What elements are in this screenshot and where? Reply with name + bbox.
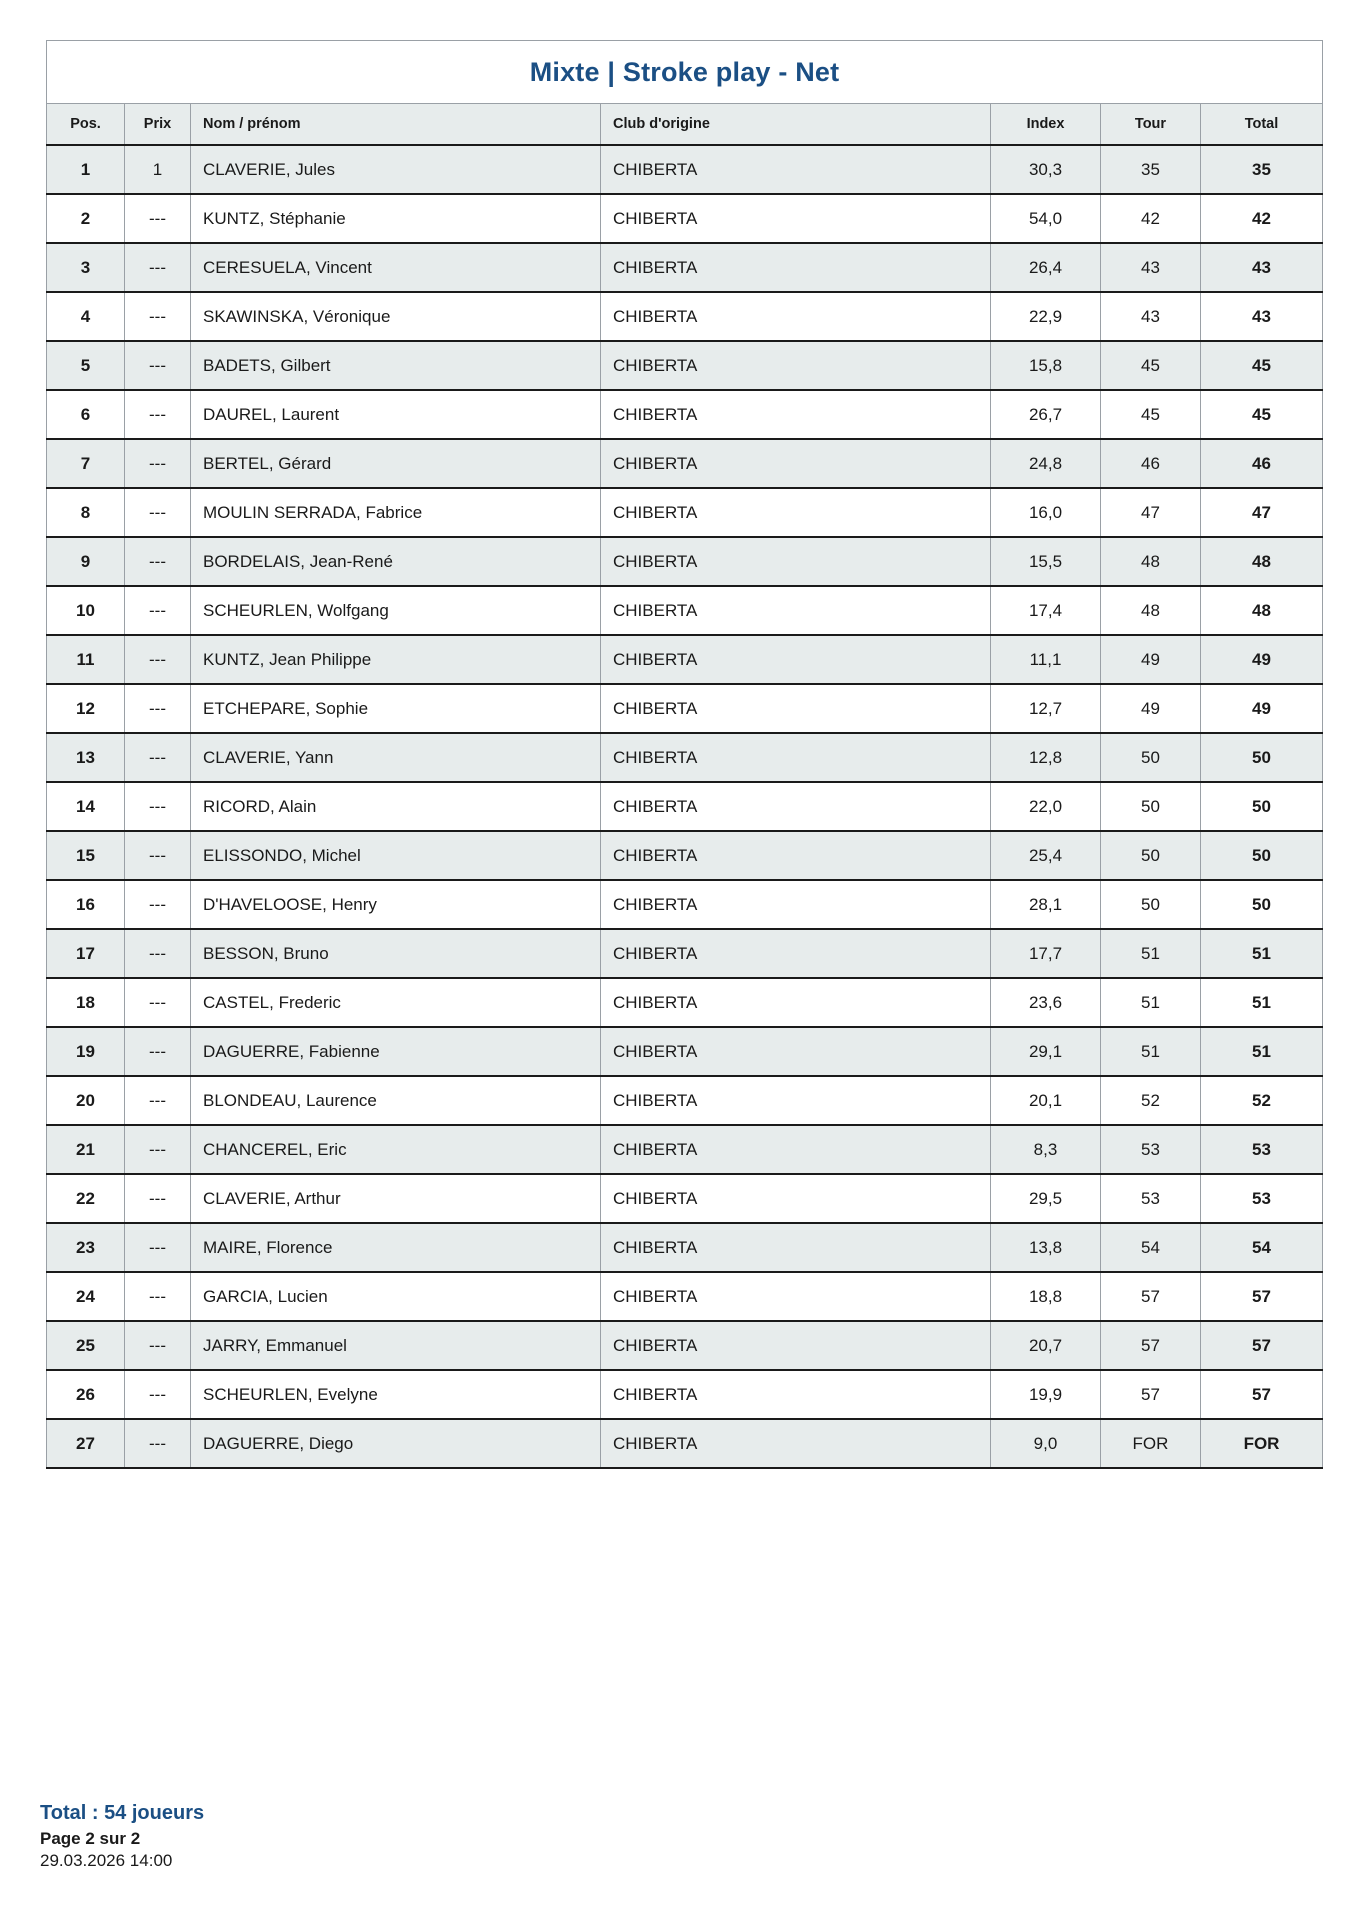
cell-position: 14 xyxy=(47,782,125,831)
cell-prize: --- xyxy=(125,733,191,782)
title-cell xyxy=(47,41,1323,104)
cell-tour: 57 xyxy=(1101,1321,1201,1370)
cell-total: 51 xyxy=(1201,929,1323,978)
footer xyxy=(40,1801,204,1872)
title-row xyxy=(47,41,1323,104)
cell-prize: --- xyxy=(125,880,191,929)
cell-name: CERESUELA, Vincent xyxy=(191,243,601,292)
column-header-prix: Prix xyxy=(125,104,191,146)
cell-index: 22,0 xyxy=(991,782,1101,831)
cell-position: 27 xyxy=(47,1419,125,1468)
cell-name: SCHEURLEN, Evelyne xyxy=(191,1370,601,1419)
cell-total: 46 xyxy=(1201,439,1323,488)
cell-position: 26 xyxy=(47,1370,125,1419)
cell-index: 8,3 xyxy=(991,1125,1101,1174)
cell-index: 30,3 xyxy=(991,145,1101,194)
cell-tour: 48 xyxy=(1101,586,1201,635)
cell-tour: 43 xyxy=(1101,292,1201,341)
cell-club: CHIBERTA xyxy=(601,145,991,194)
cell-total: 50 xyxy=(1201,831,1323,880)
cell-club: CHIBERTA xyxy=(601,978,991,1027)
cell-name: SCHEURLEN, Wolfgang xyxy=(191,586,601,635)
cell-prize: --- xyxy=(125,782,191,831)
cell-club: CHIBERTA xyxy=(601,635,991,684)
cell-position: 7 xyxy=(47,439,125,488)
cell-index: 24,8 xyxy=(991,439,1101,488)
table-row xyxy=(47,1223,1323,1272)
table-row xyxy=(47,635,1323,684)
cell-total: 48 xyxy=(1201,586,1323,635)
cell-position: 2 xyxy=(47,194,125,243)
cell-club: CHIBERTA xyxy=(601,782,991,831)
cell-club: CHIBERTA xyxy=(601,488,991,537)
cell-position: 8 xyxy=(47,488,125,537)
cell-name: CHANCEREL, Eric xyxy=(191,1125,601,1174)
cell-index: 26,7 xyxy=(991,390,1101,439)
cell-prize: --- xyxy=(125,978,191,1027)
cell-name: JARRY, Emmanuel xyxy=(191,1321,601,1370)
cell-position: 12 xyxy=(47,684,125,733)
cell-total: 57 xyxy=(1201,1321,1323,1370)
column-header-tour: Tour xyxy=(1101,104,1201,146)
cell-index: 9,0 xyxy=(991,1419,1101,1468)
cell-index: 20,1 xyxy=(991,1076,1101,1125)
table-row xyxy=(47,880,1323,929)
cell-tour: 46 xyxy=(1101,439,1201,488)
cell-prize: --- xyxy=(125,1223,191,1272)
cell-prize: --- xyxy=(125,586,191,635)
cell-tour: 49 xyxy=(1101,635,1201,684)
cell-club: CHIBERTA xyxy=(601,1419,991,1468)
cell-total: 49 xyxy=(1201,635,1323,684)
cell-position: 10 xyxy=(47,586,125,635)
cell-club: CHIBERTA xyxy=(601,439,991,488)
cell-prize: --- xyxy=(125,1076,191,1125)
footer-page-number: Page 2 sur 2 xyxy=(40,1828,141,1848)
cell-club: CHIBERTA xyxy=(601,1370,991,1419)
footer-total-players: Total : 54 joueurs xyxy=(40,1801,205,1824)
table-row xyxy=(47,390,1323,439)
cell-position: 18 xyxy=(47,978,125,1027)
cell-club: CHIBERTA xyxy=(601,929,991,978)
cell-tour: 49 xyxy=(1101,684,1201,733)
cell-total: 51 xyxy=(1201,978,1323,1027)
cell-tour: 51 xyxy=(1101,978,1201,1027)
cell-position: 3 xyxy=(47,243,125,292)
table-row xyxy=(47,1125,1323,1174)
cell-tour: 43 xyxy=(1101,243,1201,292)
cell-tour: 48 xyxy=(1101,537,1201,586)
cell-prize: --- xyxy=(125,1027,191,1076)
cell-prize: 1 xyxy=(125,145,191,194)
cell-name: CLAVERIE, Yann xyxy=(191,733,601,782)
table-row xyxy=(47,1027,1323,1076)
cell-index: 29,5 xyxy=(991,1174,1101,1223)
cell-prize: --- xyxy=(125,341,191,390)
cell-total: 57 xyxy=(1201,1272,1323,1321)
cell-tour: 53 xyxy=(1101,1125,1201,1174)
cell-position: 6 xyxy=(47,390,125,439)
cell-total: 43 xyxy=(1201,243,1323,292)
cell-tour: 50 xyxy=(1101,782,1201,831)
cell-prize: --- xyxy=(125,1419,191,1468)
cell-prize: --- xyxy=(125,1321,191,1370)
table-head xyxy=(47,41,1323,146)
cell-position: 11 xyxy=(47,635,125,684)
cell-total: 50 xyxy=(1201,782,1323,831)
cell-position: 24 xyxy=(47,1272,125,1321)
cell-tour: 51 xyxy=(1101,929,1201,978)
column-header-nom: Nom / prénom xyxy=(191,104,601,146)
cell-total: 50 xyxy=(1201,733,1323,782)
cell-tour: 57 xyxy=(1101,1370,1201,1419)
cell-position: 25 xyxy=(47,1321,125,1370)
cell-index: 18,8 xyxy=(991,1272,1101,1321)
cell-index: 20,7 xyxy=(991,1321,1101,1370)
cell-prize: --- xyxy=(125,292,191,341)
cell-name: ETCHEPARE, Sophie xyxy=(191,684,601,733)
footer-timestamp: 29.03.2026 14:00 xyxy=(40,1851,173,1871)
cell-name: GARCIA, Lucien xyxy=(191,1272,601,1321)
cell-prize: --- xyxy=(125,194,191,243)
table-row xyxy=(47,488,1323,537)
table-row xyxy=(47,782,1323,831)
results-table xyxy=(46,40,1323,1469)
cell-prize: --- xyxy=(125,1174,191,1223)
cell-total: 53 xyxy=(1201,1174,1323,1223)
cell-club: CHIBERTA xyxy=(601,586,991,635)
cell-prize: --- xyxy=(125,684,191,733)
cell-position: 19 xyxy=(47,1027,125,1076)
cell-prize: --- xyxy=(125,488,191,537)
cell-name: BORDELAIS, Jean-René xyxy=(191,537,601,586)
cell-name: BESSON, Bruno xyxy=(191,929,601,978)
cell-name: KUNTZ, Stéphanie xyxy=(191,194,601,243)
cell-name: CLAVERIE, Jules xyxy=(191,145,601,194)
cell-club: CHIBERTA xyxy=(601,292,991,341)
cell-total: 42 xyxy=(1201,194,1323,243)
cell-tour: 57 xyxy=(1101,1272,1201,1321)
table-row xyxy=(47,929,1323,978)
cell-name: KUNTZ, Jean Philippe xyxy=(191,635,601,684)
cell-name: SKAWINSKA, Véronique xyxy=(191,292,601,341)
cell-club: CHIBERTA xyxy=(601,1027,991,1076)
cell-position: 13 xyxy=(47,733,125,782)
table-row xyxy=(47,439,1323,488)
cell-position: 23 xyxy=(47,1223,125,1272)
cell-prize: --- xyxy=(125,537,191,586)
cell-tour: 45 xyxy=(1101,390,1201,439)
cell-tour: 50 xyxy=(1101,831,1201,880)
cell-prize: --- xyxy=(125,929,191,978)
cell-prize: --- xyxy=(125,831,191,880)
cell-position: 20 xyxy=(47,1076,125,1125)
cell-total: 54 xyxy=(1201,1223,1323,1272)
cell-index: 17,4 xyxy=(991,586,1101,635)
cell-name: DAGUERRE, Fabienne xyxy=(191,1027,601,1076)
cell-prize: --- xyxy=(125,439,191,488)
column-header-total: Total xyxy=(1201,104,1323,146)
table-row xyxy=(47,1370,1323,1419)
table-row xyxy=(47,1076,1323,1125)
cell-name: MAIRE, Florence xyxy=(191,1223,601,1272)
table-row xyxy=(47,1272,1323,1321)
column-header-row xyxy=(47,104,1323,146)
cell-tour: 53 xyxy=(1101,1174,1201,1223)
cell-index: 23,6 xyxy=(991,978,1101,1027)
cell-name: DAUREL, Laurent xyxy=(191,390,601,439)
cell-index: 15,5 xyxy=(991,537,1101,586)
cell-index: 17,7 xyxy=(991,929,1101,978)
cell-club: CHIBERTA xyxy=(601,243,991,292)
cell-club: CHIBERTA xyxy=(601,880,991,929)
cell-club: CHIBERTA xyxy=(601,1174,991,1223)
page-title: Mixte | Stroke play - Net xyxy=(529,57,840,87)
cell-name: BERTEL, Gérard xyxy=(191,439,601,488)
cell-total: 52 xyxy=(1201,1076,1323,1125)
cell-position: 5 xyxy=(47,341,125,390)
cell-position: 1 xyxy=(47,145,125,194)
cell-tour: 35 xyxy=(1101,145,1201,194)
table-row xyxy=(47,1321,1323,1370)
cell-club: CHIBERTA xyxy=(601,831,991,880)
cell-total: 43 xyxy=(1201,292,1323,341)
table-row xyxy=(47,292,1323,341)
cell-index: 54,0 xyxy=(991,194,1101,243)
cell-club: CHIBERTA xyxy=(601,1272,991,1321)
cell-total: 48 xyxy=(1201,537,1323,586)
cell-tour: 42 xyxy=(1101,194,1201,243)
cell-index: 29,1 xyxy=(991,1027,1101,1076)
table-row xyxy=(47,978,1323,1027)
cell-club: CHIBERTA xyxy=(601,684,991,733)
table-row xyxy=(47,145,1323,194)
table-row xyxy=(47,684,1323,733)
table-row xyxy=(47,341,1323,390)
cell-club: CHIBERTA xyxy=(601,537,991,586)
cell-total: 49 xyxy=(1201,684,1323,733)
cell-index: 28,1 xyxy=(991,880,1101,929)
cell-name: CASTEL, Frederic xyxy=(191,978,601,1027)
cell-prize: --- xyxy=(125,243,191,292)
cell-total: 57 xyxy=(1201,1370,1323,1419)
cell-club: CHIBERTA xyxy=(601,1125,991,1174)
table-row xyxy=(47,733,1323,782)
cell-position: 9 xyxy=(47,537,125,586)
cell-club: CHIBERTA xyxy=(601,1223,991,1272)
cell-prize: --- xyxy=(125,1370,191,1419)
cell-tour: 52 xyxy=(1101,1076,1201,1125)
cell-tour: 50 xyxy=(1101,733,1201,782)
cell-position: 15 xyxy=(47,831,125,880)
cell-total: FOR xyxy=(1201,1419,1323,1468)
cell-name: D'HAVELOOSE, Henry xyxy=(191,880,601,929)
cell-club: CHIBERTA xyxy=(601,1321,991,1370)
cell-index: 25,4 xyxy=(991,831,1101,880)
cell-name: DAGUERRE, Diego xyxy=(191,1419,601,1468)
cell-club: CHIBERTA xyxy=(601,733,991,782)
table-row xyxy=(47,1174,1323,1223)
cell-name: RICORD, Alain xyxy=(191,782,601,831)
cell-index: 12,7 xyxy=(991,684,1101,733)
cell-tour: 45 xyxy=(1101,341,1201,390)
cell-club: CHIBERTA xyxy=(601,341,991,390)
cell-prize: --- xyxy=(125,1272,191,1321)
cell-position: 16 xyxy=(47,880,125,929)
cell-club: CHIBERTA xyxy=(601,390,991,439)
table-row xyxy=(47,831,1323,880)
cell-position: 21 xyxy=(47,1125,125,1174)
cell-name: MOULIN SERRADA, Fabrice xyxy=(191,488,601,537)
table-body xyxy=(47,145,1323,1468)
cell-name: ELISSONDO, Michel xyxy=(191,831,601,880)
cell-index: 13,8 xyxy=(991,1223,1101,1272)
cell-position: 17 xyxy=(47,929,125,978)
cell-total: 35 xyxy=(1201,145,1323,194)
column-header-club: Club d'origine xyxy=(601,104,991,146)
cell-tour: FOR xyxy=(1101,1419,1201,1468)
cell-index: 16,0 xyxy=(991,488,1101,537)
table-row xyxy=(47,194,1323,243)
cell-index: 22,9 xyxy=(991,292,1101,341)
cell-tour: 47 xyxy=(1101,488,1201,537)
cell-index: 12,8 xyxy=(991,733,1101,782)
cell-total: 53 xyxy=(1201,1125,1323,1174)
table-row xyxy=(47,243,1323,292)
cell-total: 45 xyxy=(1201,390,1323,439)
cell-tour: 54 xyxy=(1101,1223,1201,1272)
cell-prize: --- xyxy=(125,390,191,439)
cell-club: CHIBERTA xyxy=(601,1076,991,1125)
cell-index: 19,9 xyxy=(991,1370,1101,1419)
cell-tour: 50 xyxy=(1101,880,1201,929)
cell-index: 26,4 xyxy=(991,243,1101,292)
cell-total: 51 xyxy=(1201,1027,1323,1076)
table-row xyxy=(47,537,1323,586)
column-header-index: Index xyxy=(991,104,1101,146)
cell-name: CLAVERIE, Arthur xyxy=(191,1174,601,1223)
cell-prize: --- xyxy=(125,635,191,684)
cell-index: 11,1 xyxy=(991,635,1101,684)
cell-total: 50 xyxy=(1201,880,1323,929)
cell-name: BLONDEAU, Laurence xyxy=(191,1076,601,1125)
cell-position: 22 xyxy=(47,1174,125,1223)
cell-index: 15,8 xyxy=(991,341,1101,390)
cell-position: 4 xyxy=(47,292,125,341)
cell-prize: --- xyxy=(125,1125,191,1174)
column-header-pos: Pos. xyxy=(47,104,125,146)
table-row xyxy=(47,586,1323,635)
cell-total: 47 xyxy=(1201,488,1323,537)
cell-tour: 51 xyxy=(1101,1027,1201,1076)
table-row xyxy=(47,1419,1323,1468)
cell-club: CHIBERTA xyxy=(601,194,991,243)
cell-total: 45 xyxy=(1201,341,1323,390)
cell-name: BADETS, Gilbert xyxy=(191,341,601,390)
